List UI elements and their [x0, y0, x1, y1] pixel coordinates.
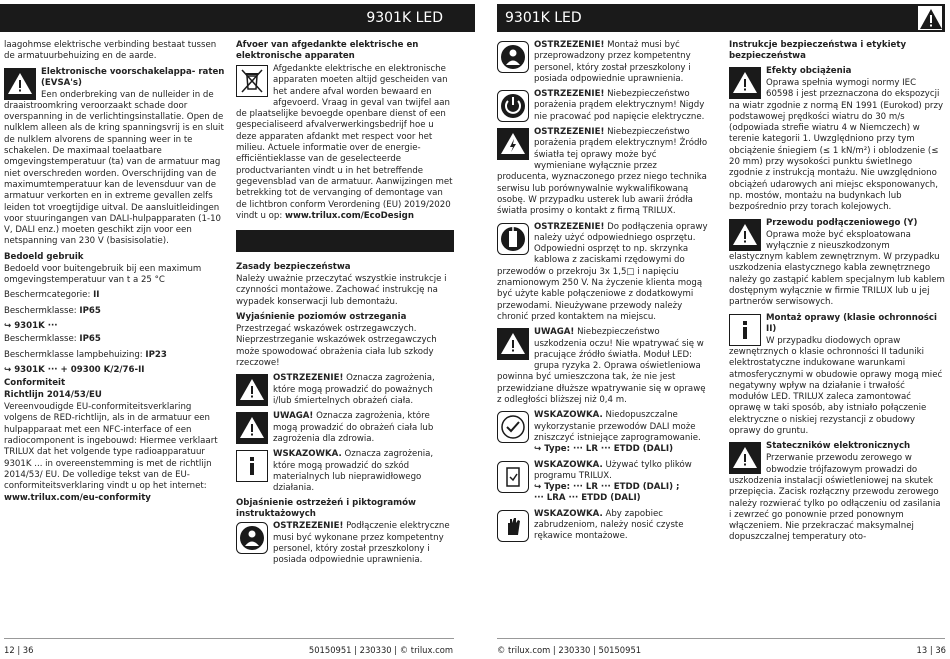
warning-icon	[729, 219, 761, 251]
section-title: Efekty obciążenia	[766, 66, 852, 76]
right-page	[475, 0, 950, 659]
spec-label: Beschermklasse lampbehuizing:	[4, 349, 143, 360]
warning-entry	[497, 222, 709, 324]
warning-icon	[729, 67, 761, 99]
cable-box-icon	[497, 223, 529, 255]
cable-section	[729, 218, 945, 309]
warning-header-icon	[916, 4, 944, 32]
spec-label: Beschermklasse:	[4, 305, 77, 316]
model-title: 9301K LED	[366, 10, 443, 26]
crossed-bin-icon	[236, 65, 268, 97]
notice-level-entry	[236, 449, 454, 494]
evsa-section	[4, 67, 226, 248]
right-column-2	[729, 40, 945, 548]
section-text: Oprawa może być eksploatowana wyłącznie z nieuszkodzonym elastycznym kablem zewnętrznym. W przypadku uszkodzenia elastycznego kabla zewnętrznego należy go zastąpić kablem specjalnym lub kablem dostępnym wyłącznie w firmie TRILUX lub u jej partnerów serwisowych.	[729, 229, 945, 308]
info-icon	[236, 450, 268, 482]
section-text: Afgedankte elektrische en elektronische apparaten moeten altijd gescheiden van het andere afval worden bewaard en afgevoerd. Vraag in geval van twijfel aan de plaatselijke bevoegde openbare dienst of een gespecialiseerd afvalverwerkingsbedrijf hoe u deze apparaten afdankt met respect voor het milieu. Actuele informatie over de energie-efficiëntieklasse van de geselecteerde productvarianten vindt u in het betreffende gegevensblad van de armatuur. Aanwijzingen met betrekking tot de vervanging of demontage van de lichtbron conform Verordening (EU) 2019/2020 vindt u op:	[236, 64, 453, 221]
footer-rule	[4, 638, 454, 639]
left-column-1	[4, 40, 226, 508]
spec-row	[4, 350, 226, 361]
notice-label: WSKAZÓWKA.	[273, 449, 342, 460]
section-text: Przerwanie przewodu zerowego w obwodzie trójfazowym prowadzi do uszkodzenia instalacji oświetleniowej na skutek przepięcia. Zacisk rozłączny przewodu zerowego należy rozwierać tylko po odłączeniu od zasilania i zewrzeć go ponownie przed ponownym włączeniem. Nie przekraczać maksymalnej dopuszczalnej temperatury oto-	[729, 453, 941, 543]
warning-level-entry	[236, 373, 454, 407]
power-off-icon	[497, 90, 529, 122]
page-number: 13 | 36	[916, 645, 946, 655]
warning-text: Niebezpieczeństwo porażenia prądem elektrycznym! Źródło światła tej oprawy może być wymieniane wyłącznie przez producenta, wyznaczonego przez niego technika serwisu lub porównywalnie wykwalifikowaną osobę. W przypadku usterek lub awarii źródła światła prosimy o kontakt z firmą TRILUX.	[497, 127, 708, 217]
warning-label: OSTRZEŻENIE!	[534, 40, 605, 50]
notice-text: Aby zapobiec zabrudzeniom, należy nosić czyste rękawice montażowe.	[534, 508, 684, 542]
section-title: Conformiteit	[4, 378, 66, 389]
load-effects-section	[729, 66, 945, 214]
info-icon	[729, 314, 761, 346]
ballast-section	[729, 441, 945, 543]
ecodesign-link[interactable]: www.trilux.com/EcoDesign	[285, 210, 414, 221]
section-title: Afvoer van afgedankte elektrische en elektronische apparaten	[236, 40, 419, 61]
warning-text: Oznacza zagrożenia, które mogą prowadzić do poważnych i/lub śmiertelnych obrażeń ciała.	[273, 373, 435, 406]
header-bar	[0, 4, 475, 32]
spec-value: IP23	[145, 349, 167, 360]
warning-text: Niebezpieczeństwo porażenia prądem elektrycznym! Nigdy nie pracować pod napięcie elektryczne.	[534, 89, 705, 122]
warning-icon	[4, 68, 36, 100]
caution-icon	[497, 328, 529, 360]
document-reference: 50150951 | 230330 | © trilux.com	[308, 645, 453, 655]
section-text	[4, 402, 226, 504]
warning-label: OSTRZEŻENIE!	[534, 221, 605, 232]
warning-label: OSTRZEŻENIE!	[273, 521, 344, 532]
weee-section	[236, 64, 454, 222]
notice-entry	[497, 460, 709, 505]
software-file-icon	[497, 461, 529, 493]
warning-icon	[729, 442, 761, 474]
notice-label: WSKAZÓWKA.	[534, 508, 603, 519]
spec-label: Beschermklasse:	[4, 334, 77, 345]
divider-bar	[236, 230, 454, 252]
conformity-link[interactable]: www.trilux.com/eu-conformity	[4, 492, 151, 503]
warning-text: Montaż musi być przeprowadzony przez kompetentny personel, który został przeszkolony i posiada odpowiednie uprawnienia.	[534, 40, 691, 84]
type-ref-text: 9301K ···	[14, 320, 58, 331]
type-reference: ↪ 9301K ··· + 09300 K/2/76-II	[4, 364, 145, 375]
section-title: Richtlijn 2014/53/EU	[4, 390, 102, 401]
notice-text: Niedopuszczalne wykorzystanie przewodów DALI może zniszczyć istniejące zaprogramowanie.	[534, 410, 701, 443]
warning-entry	[497, 40, 709, 85]
section-text-body: Vereenvoudigde EU-conformiteitsverklaring volgens de RED-richtlijn, als in de armatuur een hulpapparaat met een NFC-interface of een radiocomponent is ingebouwd: Hiermee verklaart TRILUX dat het volgende type radioapparatuur 9301K ... in overeenstemming is met de richtlijn 2014/53/ EU. De volledige tekst van de EU-conformiteitsverklaring vindt u op het internet:	[4, 402, 218, 492]
notice-entry	[497, 410, 709, 455]
caution-entry	[497, 327, 709, 406]
type-ref-text: 9301K ··· + 09300 K/2/76-II	[14, 364, 145, 375]
gloves-icon	[497, 510, 529, 542]
electric-shock-icon	[497, 128, 529, 160]
caution-label: UWAGA!	[273, 411, 314, 422]
spec-row	[4, 334, 226, 345]
page-number: 12 | 36	[4, 645, 34, 655]
electrician-warning-entry	[236, 521, 454, 566]
right-column-1	[497, 40, 709, 547]
mounting-section	[729, 313, 945, 438]
section-title: Stateczników elektronicznych	[766, 441, 911, 452]
type-reference: ↪ Type: ··· LR ··· ETDD (DALI) ;	[534, 482, 680, 493]
type-ref-text: Type: ··· LR ··· ETDD (DALI)	[544, 444, 674, 455]
caution-level-entry	[236, 411, 454, 445]
warning-entry	[497, 127, 709, 217]
section-title: Montaż oprawy (klasie ochronności II)	[766, 312, 937, 334]
footer-rule	[497, 638, 945, 639]
section-title: Elektronische voorschakelappa- raten (EVSA's)	[41, 66, 225, 88]
type-ref-text: Type: ··· LR ··· ETDD (DALI) ;	[544, 482, 680, 493]
type-reference: ↪ Type: ··· LR ··· ETDD (DALI)	[534, 444, 674, 455]
spec-row	[4, 290, 226, 301]
warning-label: OSTRZEŻENIE!	[534, 89, 605, 100]
section-title: Objaśnienie ostrzeżeń i piktogramów instruktażowych	[236, 498, 416, 520]
notice-entry	[497, 509, 709, 543]
section-title: Wyjaśnienie poziomów ostrzegania	[236, 312, 407, 323]
document-reference: © trilux.com | 230330 | 50150951	[497, 645, 642, 655]
paragraph: laagohmse elektrische verbinding bestaat tussen de armatuurbehuizing en de aarde.	[4, 40, 217, 62]
spec-value: IP65	[79, 305, 101, 316]
section-text: W przypadku diodowych opraw zewnętrznych o klasie ochronności II taduniki elektrostatyczne indukowane warunkami atmosferycznymi w obudowie oprawy mogą mieć negatywny wpływ na działanie i trwałość modułów LED. TRILUX zaleca zamontować oprawę w taki sposób, aby istniało połączenie elektryczne o niskiej rezystancji z obudowy oprawy do gruntu.	[729, 335, 943, 437]
spec-row	[4, 306, 226, 317]
warning-label: OSTRZEŻENIE!	[534, 127, 605, 138]
warning-label: OSTRZEŻENIE!	[273, 373, 344, 384]
electrician-icon	[236, 522, 268, 554]
spec-value: IP65	[79, 334, 101, 345]
caution-text: Oznacza zagrożenia, które mogą prowadzić do obrażeń ciała lub zagrożenia dla zdrowia.	[273, 411, 434, 444]
spec-value: II	[93, 290, 100, 301]
type-reference	[497, 493, 709, 504]
section-text: Bedoeld voor buitengebruik bij een maximum omgevingstemperatuur van t a 25 °C	[4, 263, 202, 286]
caution-text: Niebezpieczeństwo uszkodzenia oczu! Nie wpatrywać się w pracujące źródło światła. Moduł LED: grupa ryzyka 2. Oprawa oświetleniowa powinna być umieszczona tak, że nie jest przewidziane dłuższe wpatrywanie się w oprawę z odległości bliższej niż 0,4 m.	[497, 327, 706, 406]
caution-icon	[236, 412, 268, 444]
notice-label: WSKAZÓWKA.	[534, 459, 603, 470]
warning-text: Podłączenie elektryczne musi być wykonane przez kompetentny personel, który został przeszkolony i posiada odpowiednie uprawnienia.	[273, 521, 450, 566]
notice-label: WSKAZÓWKA.	[534, 410, 603, 421]
section-title: Instrukcje bezpieczeństwa i etykiety bezpieczeństwa	[729, 40, 907, 61]
type-reference: ↪ 9301K ···	[4, 320, 58, 331]
section-text: Een onderbreking van de nulleider in de draaistroomkring veroorzaakt schade door overspanning in de verlichtingsinstallatie. Open de nulklem alleen als de kring spanningsvrij is en sluit de nulklem alvorens de spanning weer in te schakelen. De maximaal toelaatbare omgevingstemperatuur (ta) van de armatuur mag niet overschreden worden. Overschrijding van de maximumtemperatuur kan de levensduur van de armatuur verkorten en in extreme gevallen zelfs leiden tot vroegtijdige uitval. De aansluitleidingen voor stuuringangen van DALI-hulpapparaten (1-10 V, DALI enz.) moeten geschikt zijn voor een netspanning van 230 V (basisisolatie).	[4, 89, 224, 247]
section-title: Przewodu podłączeniowego (Y)	[766, 217, 918, 228]
section-title: Zasady bezpieczeństwa	[236, 262, 351, 273]
model-title: 9301K LED	[505, 10, 582, 26]
spec-label: Beschermcategorie:	[4, 290, 91, 301]
left-column-2	[236, 40, 454, 571]
warning-icon	[236, 374, 268, 406]
electrician-icon	[497, 41, 529, 73]
section-text: Oprawa spełnia wymogi normy IEC 60598 i jest przeznaczona do ekspozycji na wiatr zgodnie z normą EN 1991 (Eurokod) przy podstawowej prędkości wiatru do 30 m/s (odpowiada strefie wiatru 4 w Niemczech) w terenie kategorii 1. Uwzględniono przy tym obciążenie śniegiem (≤ 1 kN/m²) i oblodzenie (≤ 20 mm) przy wysokości punktu świetlnego zgodnie z instrukcją montażu. Nie uwzględniono obciążeń udarowych ani miejsc eksponowanych, np. mostów, montażu na budynkach lub bezpośrednio przy torach kolejowych.	[729, 78, 944, 213]
section-title: Bedoeld gebruik	[4, 251, 84, 262]
warning-entry	[497, 89, 709, 123]
check-icon	[497, 411, 529, 443]
header-bar	[497, 4, 945, 32]
notice-text: Używać tylko plików programu TRILUX.	[534, 459, 692, 481]
warning-text: Do podłączenia oprawy należy użyć odpowiedniego osprzętu. Odpowiedni osprzęt to np. skrzynka kablowa z zaciskami rzędowymi do przewodów o przekroju 3x 1,5□ i napięciu znamionowym 250 V. Na życzenie klienta mogą być użyte kable połączeniowe z dodatkowymi przewodami. Nieużywane przewody należy chronić przed kontaktem na miejscu.	[497, 221, 708, 322]
section-text: Należy uważnie przeczytać wszystkie instrukcje i czynności montażowe. Zachować instrukcję na wypadek konserwacji lub demontażu.	[236, 274, 447, 307]
notice-text: Oznacza zagrożenia, które mogą prowadzić do szkód materialnych lub nieprawidłowego działania.	[273, 449, 434, 494]
caution-label: UWAGA!	[534, 327, 575, 338]
section-text: Przestrzegać wskazówek ostrzegawczych. Nieprzestrzeganie wskazówek ostrzegawczych może spowodować obrażenia ciała lub szkody rzeczowe!	[236, 324, 437, 368]
type-ref-text: ··· LRA ··· ETDD (DALI)	[534, 493, 641, 504]
